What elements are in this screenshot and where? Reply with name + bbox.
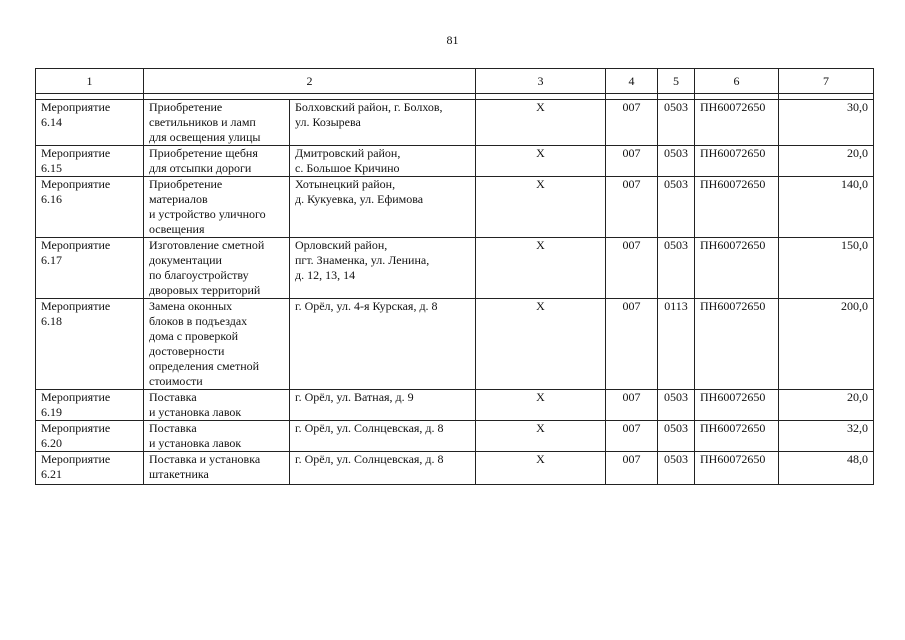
location-cell: г. Орёл, ул. Солнцевская, д. 8 <box>290 452 476 485</box>
section-cell: 0503 <box>658 238 695 299</box>
header-cell-2: 2 <box>144 69 476 94</box>
mark-cell: Х <box>476 299 606 390</box>
header-cell-4: 4 <box>606 69 658 94</box>
group-cell: 007 <box>606 452 658 485</box>
mark-cell: Х <box>476 146 606 177</box>
section-cell: 0503 <box>658 390 695 421</box>
table-row <box>36 100 874 146</box>
table-row <box>36 390 874 421</box>
section-cell: 0503 <box>658 452 695 485</box>
code-cell: ПН60072650 <box>695 421 779 452</box>
table-row <box>36 238 874 299</box>
event-cell: Мероприятие 6.19 <box>36 390 144 421</box>
mark-cell: Х <box>476 421 606 452</box>
location-cell: Хотынецкий район, д. Кукуевка, ул. Ефимова <box>290 177 476 238</box>
code-cell: ПН60072650 <box>695 146 779 177</box>
header-cell-6: 6 <box>695 69 779 94</box>
budget-table <box>35 68 874 485</box>
location-cell: г. Орёл, ул. 4-я Курская, д. 8 <box>290 299 476 390</box>
name-cell: Приобретение светильников и ламп для освещения улицы <box>144 100 290 146</box>
group-cell: 007 <box>606 238 658 299</box>
event-cell: Мероприятие 6.14 <box>36 100 144 146</box>
event-cell: Мероприятие 6.16 <box>36 177 144 238</box>
name-cell: Поставка и установка штакетника <box>144 452 290 485</box>
table-row <box>36 452 874 485</box>
mark-cell: Х <box>476 100 606 146</box>
table-row <box>36 299 874 390</box>
code-cell: ПН60072650 <box>695 100 779 146</box>
location-cell: Орловский район, пгт. Знаменка, ул. Ленина, д. 12, 13, 14 <box>290 238 476 299</box>
header-row <box>36 69 874 94</box>
code-cell: ПН60072650 <box>695 299 779 390</box>
mark-cell: Х <box>476 238 606 299</box>
location-cell: г. Орёл, ул. Ватная, д. 9 <box>290 390 476 421</box>
header-cell-5: 5 <box>658 69 695 94</box>
amount-cell: 48,0 <box>779 452 874 485</box>
location-cell: Болховский район, г. Болхов, ул. Козырева <box>290 100 476 146</box>
amount-cell: 150,0 <box>779 238 874 299</box>
amount-cell: 20,0 <box>779 146 874 177</box>
header-cell-1: 1 <box>36 69 144 94</box>
name-cell: Поставка и установка лавок <box>144 421 290 452</box>
table-row <box>36 421 874 452</box>
group-cell: 007 <box>606 177 658 238</box>
table-row <box>36 177 874 238</box>
code-cell: ПН60072650 <box>695 238 779 299</box>
name-cell: Поставка и установка лавок <box>144 390 290 421</box>
section-cell: 0503 <box>658 100 695 146</box>
code-cell: ПН60072650 <box>695 177 779 238</box>
name-cell: Изготовление сметной документации по благоустройству дворовых территорий <box>144 238 290 299</box>
section-cell: 0503 <box>658 146 695 177</box>
amount-cell: 20,0 <box>779 390 874 421</box>
group-cell: 007 <box>606 390 658 421</box>
mark-cell: Х <box>476 452 606 485</box>
header-cell-7: 7 <box>779 69 874 94</box>
section-cell: 0503 <box>658 421 695 452</box>
mark-cell: Х <box>476 390 606 421</box>
code-cell: ПН60072650 <box>695 390 779 421</box>
event-cell: Мероприятие 6.15 <box>36 146 144 177</box>
group-cell: 007 <box>606 299 658 390</box>
location-cell: Дмитровский район, с. Большое Кричино <box>290 146 476 177</box>
mark-cell: Х <box>476 177 606 238</box>
event-cell: Мероприятие 6.17 <box>36 238 144 299</box>
amount-cell: 140,0 <box>779 177 874 238</box>
section-cell: 0113 <box>658 299 695 390</box>
name-cell: Приобретение материалов и устройство уличного освещения <box>144 177 290 238</box>
code-cell: ПН60072650 <box>695 452 779 485</box>
amount-cell: 32,0 <box>779 421 874 452</box>
amount-cell: 30,0 <box>779 100 874 146</box>
group-cell: 007 <box>606 146 658 177</box>
group-cell: 007 <box>606 100 658 146</box>
amount-cell: 200,0 <box>779 299 874 390</box>
event-cell: Мероприятие 6.21 <box>36 452 144 485</box>
section-cell: 0503 <box>658 177 695 238</box>
name-cell: Замена оконных блоков в подъездах дома с проверкой достоверности определения сметной стоимости <box>144 299 290 390</box>
name-cell: Приобретение щебня для отсыпки дороги <box>144 146 290 177</box>
header-cell-3: 3 <box>476 69 606 94</box>
table-row <box>36 146 874 177</box>
event-cell: Мероприятие 6.20 <box>36 421 144 452</box>
event-cell: Мероприятие 6.18 <box>36 299 144 390</box>
page-number: 81 <box>446 33 459 47</box>
location-cell: г. Орёл, ул. Солнцевская, д. 8 <box>290 421 476 452</box>
group-cell: 007 <box>606 421 658 452</box>
